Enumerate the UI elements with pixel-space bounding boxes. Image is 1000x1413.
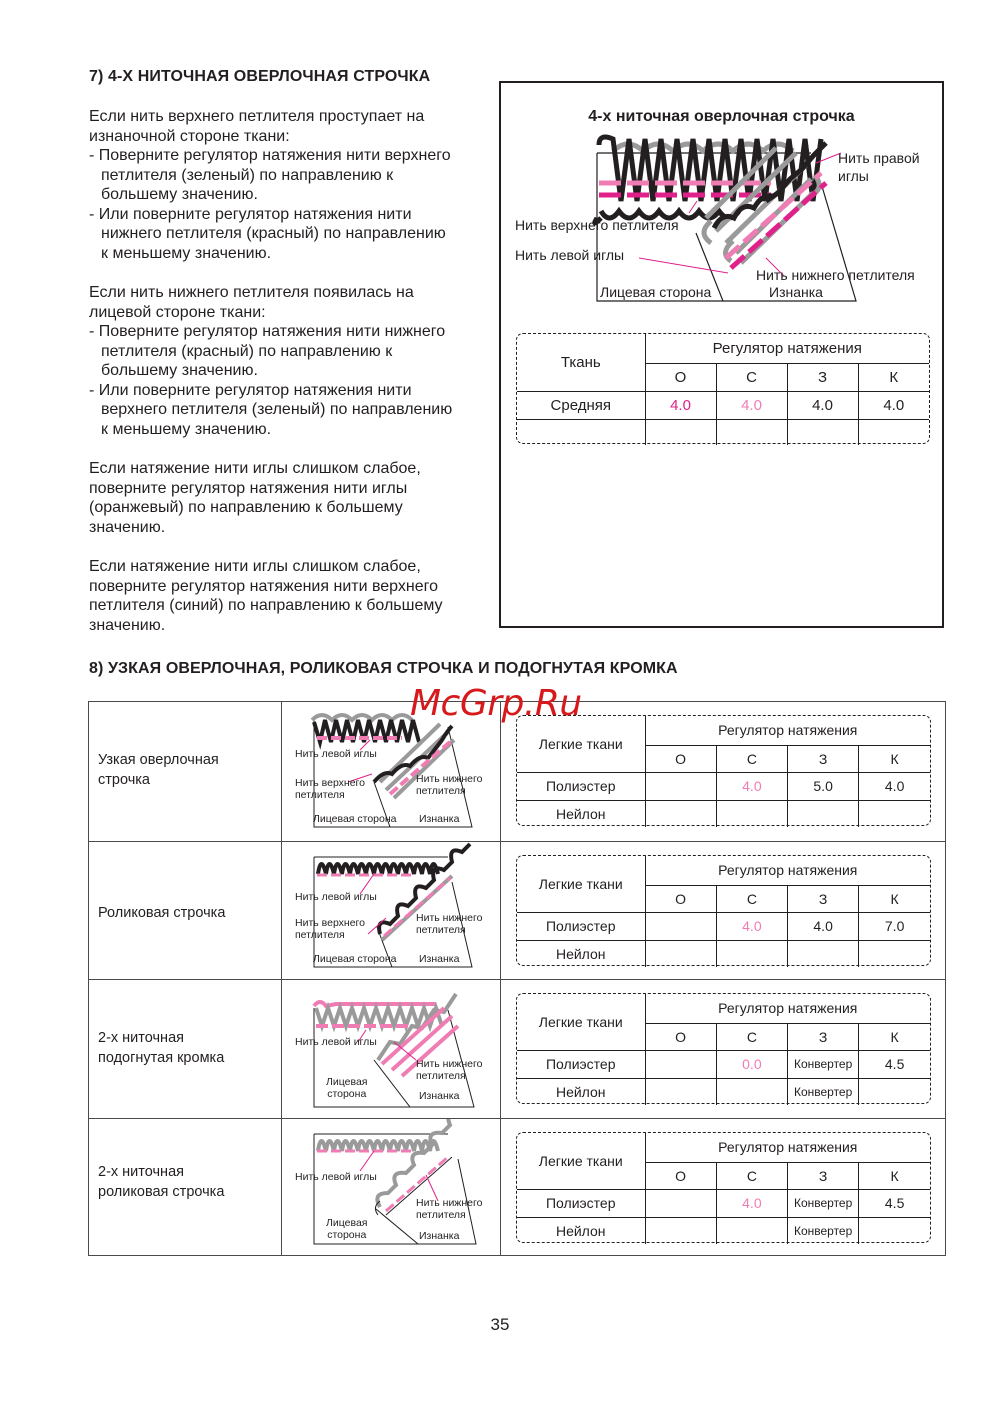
label-front-side: Лицевая сторона bbox=[313, 953, 397, 965]
value-cell bbox=[859, 800, 930, 827]
label-left-needle: Нить левой иглы bbox=[295, 748, 377, 760]
value-cell bbox=[716, 1217, 787, 1244]
fabric-cell: Нейлон bbox=[517, 940, 645, 967]
col-header: К bbox=[859, 885, 930, 912]
two-thread-hem-diagram-icon bbox=[282, 980, 501, 1119]
label-upper-looper bbox=[295, 917, 365, 941]
four-thread-stitch-diagram-icon bbox=[501, 83, 946, 323]
label-line: Нить нижнего bbox=[416, 912, 483, 924]
section-7-paragraph-3 bbox=[89, 459, 421, 537]
col-header: С bbox=[716, 363, 787, 391]
stitch-name-cell bbox=[89, 842, 282, 979]
value-cell: 4.0 bbox=[716, 1189, 787, 1217]
text-line: большему значению. bbox=[101, 362, 258, 379]
regulator-header: Регулятор натяжения bbox=[645, 856, 930, 885]
text-line: к меньшему значению. bbox=[101, 420, 272, 438]
text-line: Если нить верхнего петлителя проступает на bbox=[89, 108, 425, 125]
label-line: Нить правой bbox=[838, 150, 920, 166]
value-cell bbox=[645, 800, 716, 827]
col-header: З bbox=[788, 1162, 859, 1189]
text-line: - Поверните регулятор натяжения нити верхнего bbox=[89, 147, 451, 164]
label-line: петлителя bbox=[416, 785, 466, 797]
col-header: О bbox=[645, 1023, 716, 1050]
label-line: Нить нижнего bbox=[416, 773, 483, 785]
col-header: З bbox=[788, 885, 859, 912]
col-header: З bbox=[788, 1023, 859, 1050]
section-7-paragraph-2 bbox=[89, 283, 452, 439]
value-cell: 4.0 bbox=[858, 391, 929, 419]
label-back-side: Изнанка bbox=[769, 284, 823, 300]
regulator-header: Регулятор натяжения bbox=[645, 994, 930, 1023]
label-line: сторона bbox=[327, 1229, 367, 1241]
label-line: петлителя bbox=[295, 929, 345, 941]
text-line: поверните регулятор натяжения нити верхнего bbox=[89, 577, 439, 595]
label-back-side: Изнанка bbox=[419, 813, 460, 825]
label-line: Нить нижнего bbox=[416, 1058, 483, 1070]
text-line: значению. bbox=[89, 518, 166, 536]
text-line: нижнего петлителя (красный) по направлению bbox=[101, 225, 446, 242]
col-header: К bbox=[858, 363, 929, 391]
tension-table bbox=[516, 715, 931, 826]
name-line: 2-х ниточная bbox=[98, 1164, 184, 1180]
label-line: Лицевая bbox=[326, 1217, 368, 1229]
label-line: петлителя bbox=[295, 789, 345, 801]
text-line: к меньшему значению. bbox=[101, 244, 272, 262]
label-lower-looper bbox=[416, 773, 482, 797]
value-cell bbox=[645, 419, 716, 445]
col-header: З bbox=[787, 363, 858, 391]
col-header: С bbox=[716, 1162, 787, 1189]
watermark: McGrp.Ru bbox=[410, 683, 582, 724]
col-header: О bbox=[645, 885, 716, 912]
text-line: большему значению. bbox=[101, 186, 258, 203]
value-cell bbox=[645, 940, 716, 967]
name-line: Узкая оверлочная bbox=[98, 752, 219, 768]
text-line: поверните регулятор натяжения нити иглы bbox=[89, 479, 408, 497]
text-line: - Поверните регулятор натяжения нити нижнего bbox=[89, 323, 446, 340]
value-cell bbox=[788, 800, 859, 827]
stitch-name bbox=[98, 1028, 224, 1068]
text-line: изнаночной стороне ткани: bbox=[89, 127, 290, 145]
label-line: иглы bbox=[838, 168, 869, 184]
fabric-cell: Средняя bbox=[517, 391, 645, 419]
label-line: Нить нижнего bbox=[416, 1197, 483, 1209]
value-cell: 5.0 bbox=[788, 772, 859, 800]
fabric-header: Легкие ткани bbox=[517, 1133, 645, 1189]
col-header: К bbox=[859, 1162, 930, 1189]
text-line: петлителя (синий) по направлению к большему bbox=[89, 597, 443, 614]
page-number: 35 bbox=[490, 1315, 510, 1334]
fabric-cell: Полиэстер bbox=[517, 1050, 645, 1078]
value-cell: 4.0 bbox=[859, 772, 930, 800]
tension-table bbox=[516, 855, 931, 966]
value-cell: 4.5 bbox=[859, 1189, 930, 1217]
value-cell: Конвертер bbox=[788, 1189, 859, 1217]
text-line: лицевой стороне ткани: bbox=[89, 303, 266, 321]
value-cell: 4.5 bbox=[859, 1050, 930, 1078]
fabric-header: Ткань bbox=[517, 334, 645, 391]
col-header: З bbox=[788, 745, 859, 772]
name-line: подогнутая кромка bbox=[98, 1050, 225, 1066]
section-7-title: 7) 4-Х НИТОЧНАЯ ОВЕРЛОЧНАЯ СТРОЧКА bbox=[89, 68, 431, 85]
stitch-name-cell bbox=[89, 702, 282, 841]
label-left-needle: Нить левой иглы bbox=[295, 1171, 377, 1183]
label-line: петлителя bbox=[416, 1209, 466, 1221]
label-left-needle: Нить левой иглы bbox=[295, 891, 377, 903]
col-header: К bbox=[859, 745, 930, 772]
fabric-cell: Нейлон bbox=[517, 1217, 645, 1244]
stitch-diagram-cell bbox=[282, 980, 501, 1118]
text-line: Если натяжение нити иглы слишком слабое, bbox=[89, 460, 421, 477]
label-lower-looper: Нить нижнего петлителя bbox=[756, 267, 915, 283]
fabric-cell: Полиэстер bbox=[517, 912, 645, 940]
fabric-header: Легкие ткани bbox=[517, 716, 645, 772]
value-cell: 4.0 bbox=[645, 391, 716, 419]
value-cell bbox=[787, 419, 858, 445]
label-left-needle: Нить левой иглы bbox=[515, 247, 625, 263]
stitch-row-rolled bbox=[89, 841, 945, 979]
label-back-side: Изнанка bbox=[419, 1230, 460, 1242]
text-line: Если натяжение нити иглы слишком слабое, bbox=[89, 558, 421, 575]
label-left-needle: Нить левой иглы bbox=[295, 1036, 377, 1048]
label-line: Нить верхнего bbox=[295, 777, 365, 789]
label-front-side: Лицевая сторона bbox=[313, 813, 397, 825]
stitch-name bbox=[98, 903, 225, 923]
value-cell bbox=[645, 912, 716, 940]
value-cell: Конвертер bbox=[788, 1078, 859, 1105]
name-line: 2-х ниточная bbox=[98, 1030, 184, 1046]
label-lower-looper bbox=[416, 1197, 482, 1221]
value-cell bbox=[645, 1050, 716, 1078]
col-header: С bbox=[716, 1023, 787, 1050]
value-cell bbox=[645, 1078, 716, 1105]
col-header: С bbox=[716, 885, 787, 912]
regulator-header: Регулятор натяжения bbox=[645, 334, 929, 363]
value-cell: 4.0 bbox=[787, 391, 858, 419]
label-front-side bbox=[326, 1217, 367, 1241]
value-cell bbox=[716, 419, 787, 445]
value-cell bbox=[788, 940, 859, 967]
value-cell: 4.0 bbox=[788, 912, 859, 940]
stitch-row-two-thread-rolled bbox=[89, 1118, 945, 1255]
four-thread-overlock-panel bbox=[499, 81, 944, 628]
label-line: Лицевая bbox=[326, 1076, 368, 1088]
value-cell: 4.0 bbox=[716, 912, 787, 940]
value-cell bbox=[858, 419, 929, 445]
stitch-row-two-thread-hem bbox=[89, 979, 945, 1118]
text-line: верхнего петлителя (зеленый) по направлению bbox=[101, 401, 453, 418]
section-8-grid bbox=[88, 701, 946, 1256]
col-header: О bbox=[645, 745, 716, 772]
fabric-cell: Нейлон bbox=[517, 800, 645, 827]
fabric-cell: Полиэстер bbox=[517, 772, 645, 800]
value-cell: 7.0 bbox=[859, 912, 930, 940]
label-line: петлителя bbox=[416, 1070, 466, 1082]
section-8-title: 8) УЗКАЯ ОВЕРЛОЧНАЯ, РОЛИКОВАЯ СТРОЧКА И ПОДОГНУТАЯ КРОМКА bbox=[89, 660, 678, 677]
col-header: К bbox=[859, 1023, 930, 1050]
label-lower-looper bbox=[416, 912, 482, 936]
stitch-diagram-cell bbox=[282, 1119, 501, 1255]
value-cell bbox=[645, 772, 716, 800]
value-cell: 4.0 bbox=[716, 772, 787, 800]
label-lower-looper bbox=[416, 1058, 482, 1082]
label-line: сторона bbox=[327, 1088, 367, 1100]
text-line: петлителя (красный) по направлению к bbox=[101, 342, 393, 360]
label-front-side: Лицевая сторона bbox=[600, 284, 712, 300]
fabric-header: Легкие ткани bbox=[517, 856, 645, 912]
col-header: О bbox=[645, 1162, 716, 1189]
regulator-header: Регулятор натяжения bbox=[645, 1133, 930, 1162]
label-line: петлителя bbox=[416, 924, 466, 936]
value-cell bbox=[859, 1217, 930, 1244]
tension-table bbox=[516, 993, 931, 1104]
col-header: О bbox=[645, 363, 716, 391]
tension-table bbox=[516, 1132, 931, 1243]
label-upper-looper bbox=[295, 777, 365, 801]
tension-table bbox=[516, 333, 930, 444]
label-right-needle bbox=[838, 149, 920, 185]
label-line: Нить верхнего bbox=[295, 917, 365, 929]
col-header: С bbox=[716, 745, 787, 772]
value-cell: 4.0 bbox=[716, 391, 787, 419]
diagram-title: 4-х ниточная оверлочная строчка bbox=[588, 108, 855, 125]
value-cell: 0.0 bbox=[716, 1050, 787, 1078]
value-cell bbox=[645, 1217, 716, 1244]
value-cell bbox=[859, 940, 930, 967]
text-line: значению. bbox=[89, 616, 166, 634]
text-line: петлителя (зеленый) по направлению к bbox=[101, 166, 394, 184]
name-line: роликовая строчка bbox=[98, 1184, 225, 1200]
text-line: - Или поверните регулятор натяжения нити bbox=[89, 205, 412, 223]
label-back-side: Изнанка bbox=[419, 1090, 460, 1102]
regulator-header: Регулятор натяжения bbox=[645, 716, 930, 745]
name-line: Роликовая строчка bbox=[98, 905, 226, 921]
section-7-paragraph-4 bbox=[89, 557, 443, 635]
label-upper-looper: Нить верхнего петлителя bbox=[515, 217, 679, 233]
value-cell: Конвертер bbox=[788, 1050, 859, 1078]
value-cell bbox=[859, 1078, 930, 1105]
text-line: Если нить нижнего петлителя появилась на bbox=[89, 284, 414, 301]
value-cell bbox=[716, 940, 787, 967]
label-back-side: Изнанка bbox=[419, 953, 460, 965]
text-line: (оранжевый) по направлению к большему bbox=[89, 499, 403, 516]
stitch-name bbox=[98, 750, 219, 790]
value-cell bbox=[716, 1078, 787, 1105]
two-thread-rolled-diagram-icon bbox=[282, 1119, 501, 1256]
fabric-cell bbox=[517, 419, 645, 445]
text-line: - Или поверните регулятор натяжения нити bbox=[89, 381, 412, 399]
fabric-cell: Нейлон bbox=[517, 1078, 645, 1105]
section-7-paragraph-1 bbox=[89, 107, 451, 263]
value-cell bbox=[716, 800, 787, 827]
stitch-name bbox=[98, 1162, 224, 1202]
label-front-side bbox=[326, 1076, 367, 1100]
name-line: строчка bbox=[98, 772, 150, 788]
stitch-name-cell bbox=[89, 980, 282, 1118]
value-cell: Конвертер bbox=[788, 1217, 859, 1244]
stitch-diagram-cell bbox=[282, 842, 501, 979]
fabric-cell: Полиэстер bbox=[517, 1189, 645, 1217]
stitch-name-cell bbox=[89, 1119, 282, 1255]
value-cell bbox=[645, 1189, 716, 1217]
fabric-header: Легкие ткани bbox=[517, 994, 645, 1050]
